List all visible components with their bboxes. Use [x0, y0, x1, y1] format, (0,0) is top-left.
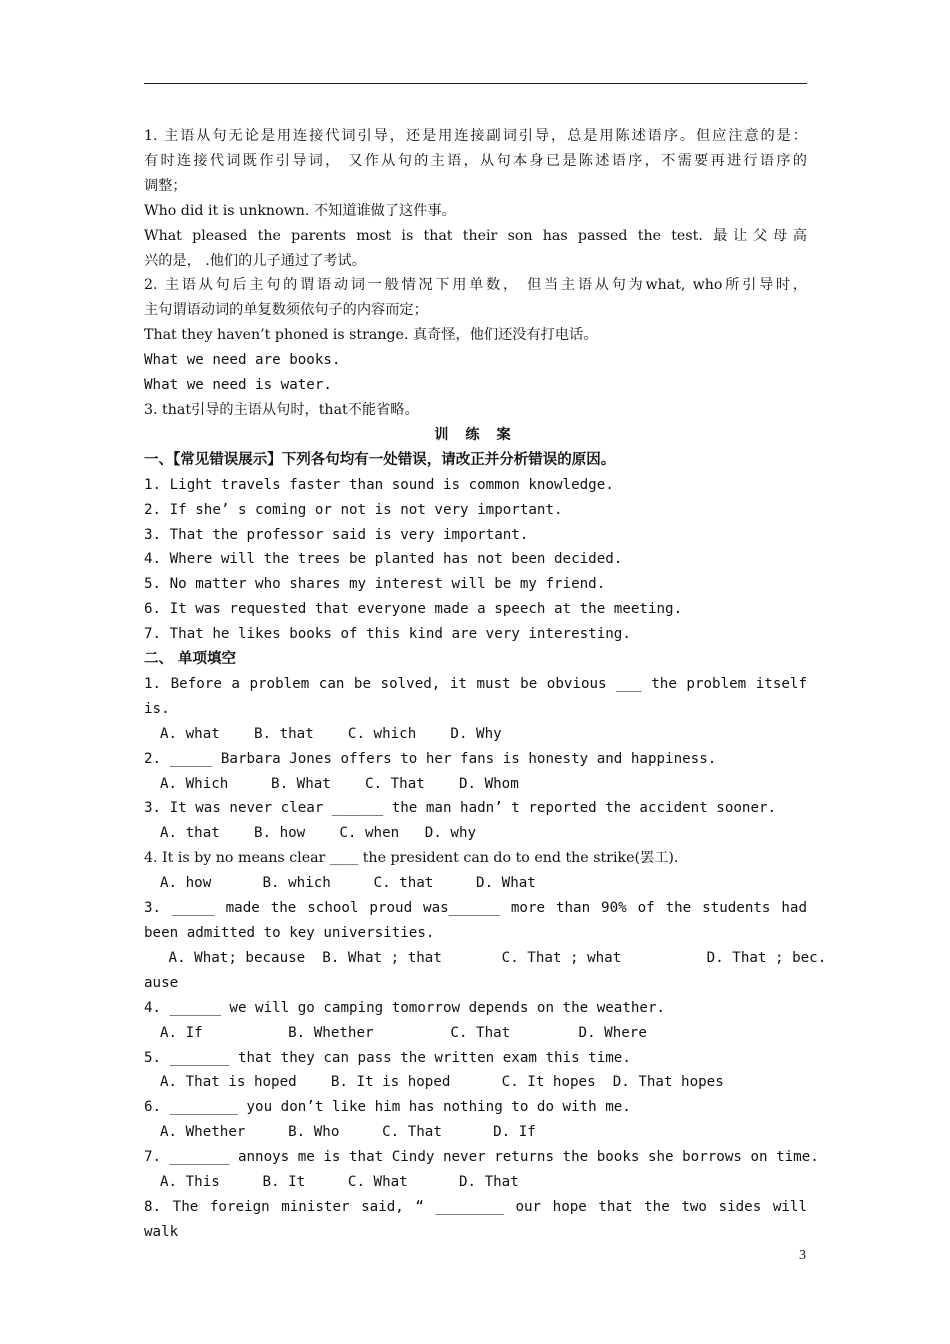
answer-options: A. What; because B. What ; that C. That ; what D. That ; bec. — [160, 949, 827, 966]
text-line: 有时连接代词既作引导词， 又作从句的主语，从句本身已是陈述语序，不需要再进行语序的 — [144, 152, 807, 169]
text-line: What pleased the parents most is that their son has passed the test. 最让父母高 — [144, 227, 807, 244]
answer-options: A. That is hoped B. It is hoped C. It hopes D. That hopes — [160, 1074, 724, 1091]
text-line: is. — [144, 700, 170, 717]
answer-options: A. Which B. What C. That D. Whom — [160, 775, 519, 792]
text-line: 2. _____ Barbara Jones offers to her fans is honesty and happiness. — [144, 750, 717, 767]
text-line: 5. No matter who shares my interest will be my friend. — [144, 576, 606, 593]
section-title: 二、 单项填空 — [144, 651, 237, 668]
text-line: 调整； — [144, 177, 187, 194]
text-line: What we need are books. — [144, 352, 341, 369]
text-line: 1. Light travels faster than sound is common knowledge. — [144, 476, 614, 493]
answer-options: A. that B. how C. when D. why — [160, 825, 477, 842]
text-line: 3. It was never clear ______ the man hadn’ t reported the accident sooner. — [144, 800, 777, 817]
text-line: 4. It is by no means clear ____ the president can do to end the strike(罢工). — [144, 850, 679, 867]
text-line: 2. If she’ s coming or not is not very important. — [144, 501, 563, 518]
text-line: 4. Where will the trees be planted has not been decided. — [144, 551, 623, 568]
text-line: 1. Before a problem can be solved, it must be obvious ___ the problem itself — [144, 675, 807, 692]
text-line: 3. that引导的主语从句时，that不能省略。 — [144, 401, 419, 418]
text-line: 5. _______ that they can pass the written exam this time. — [144, 1049, 631, 1066]
text-line: 3. That the professor said is very important. — [144, 526, 529, 543]
text-line: 3. _____ made the school proud was______ more than 90% of the students had — [144, 900, 807, 917]
text-line: 6. It was requested that everyone made a speech at the meeting. — [144, 601, 683, 618]
text-line: 4. ______ we will go camping tomorrow depends on the weather. — [144, 999, 666, 1016]
text-line: What we need is water. — [144, 377, 332, 394]
text-line: That they haven’t phoned is strange. 真奇怪，他们还没有打电话。 — [144, 327, 598, 344]
text-line: 7. _______ annoys me is that Cindy never returns the books she borrows on time. — [144, 1149, 819, 1166]
page-body — [144, 124, 827, 1245]
text-line: 兴的是， .他们的儿子通过了考试。 — [144, 252, 366, 269]
text-line: 主句谓语动词的单复数须依句子的内容而定； — [144, 302, 428, 319]
text-line: 7. That he likes books of this kind are very interesting. — [144, 626, 631, 643]
answer-options: A. how B. which C. that D. What — [160, 875, 536, 892]
page-number: 3 — [799, 1248, 806, 1263]
answer-options: A. This B. It C. What D. That — [160, 1174, 519, 1191]
text-line: 1. 主语从句无论是用连接代词引导，还是用连接副词引导，总是用陈述语序。但应注意的是： — [144, 128, 807, 144]
text-line: ause — [144, 974, 179, 991]
answer-options: A. Whether B. Who C. That D. If — [160, 1124, 536, 1141]
text-line: 6. ________ you don’t like him has nothing to do with me. — [144, 1099, 631, 1116]
answer-options: A. what B. that C. which D. Why — [160, 725, 502, 742]
text-line: Who did it is unknown. 不知道谁做了这件事。 — [144, 202, 456, 219]
section-title: 一、【常见错误展示】下列各句均有一处错误，请改正并分析错误的原因。 — [144, 451, 616, 468]
section-heading: 训 练 案 — [434, 426, 517, 443]
answer-options: A. If B. Whether C. That D. Where — [160, 1024, 647, 1041]
text-line: been admitted to key universities. — [144, 925, 435, 941]
text-line: 8. The foreign minister said, “ ________ our hope that the two sides will walk — [144, 1198, 807, 1240]
text-line: 2. 主语从句后主句的谓语动词一般情况下用单数， 但当主语从句为what, who所引导时， — [144, 277, 807, 294]
header-rule — [144, 83, 807, 84]
